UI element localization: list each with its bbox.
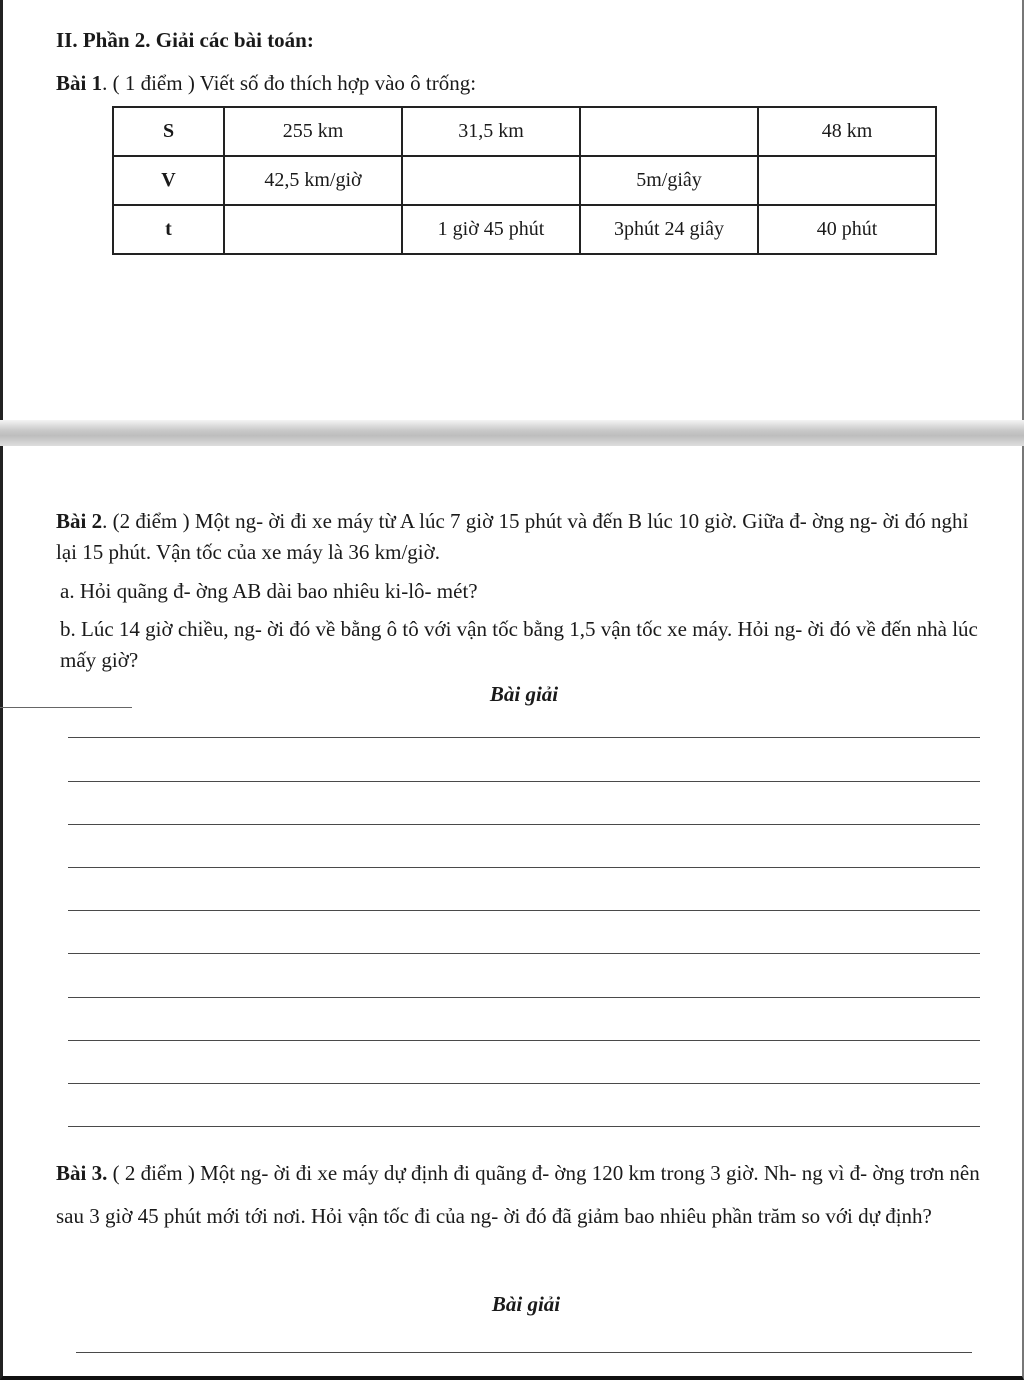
- bai2-paragraph: [56, 506, 986, 568]
- answer-line[interactable]: [68, 997, 980, 998]
- table-cell[interactable]: [580, 107, 758, 156]
- bai1-text: . ( 1 điểm ) Viết số đo thích hợp vào ô trống:: [102, 71, 477, 95]
- speed-table: [112, 106, 937, 255]
- answer-line[interactable]: [68, 1040, 980, 1041]
- answer-line[interactable]: [68, 781, 980, 782]
- table-row-speed: [113, 156, 936, 205]
- table-cell: 31,5 km: [402, 107, 580, 156]
- table-cell[interactable]: [758, 156, 936, 205]
- page-break-gap: [0, 420, 1024, 446]
- bai1-heading: [56, 68, 476, 99]
- table-cell[interactable]: [224, 205, 402, 254]
- table-cell: 42,5 km/giờ: [224, 156, 402, 205]
- bai3-label: Bài 3.: [56, 1161, 108, 1185]
- answer-line[interactable]: [68, 824, 980, 825]
- table-cell: S: [113, 107, 224, 156]
- table-row-distance: [113, 107, 936, 156]
- table-row-time: [113, 205, 936, 254]
- bai1-label: Bài 1: [56, 71, 103, 95]
- answer-line[interactable]: [76, 1352, 972, 1353]
- section-title: II. Phần 2. Giải các bài toán:: [56, 28, 314, 52]
- table-cell: V: [113, 156, 224, 205]
- bai3-paragraph: [56, 1152, 991, 1238]
- answer-line[interactable]: [68, 1126, 980, 1127]
- table-cell: 255 km: [224, 107, 402, 156]
- table-cell: t: [113, 205, 224, 254]
- answer-line[interactable]: [68, 953, 980, 954]
- table-cell: 5m/giây: [580, 156, 758, 205]
- answer-line[interactable]: [68, 910, 980, 911]
- answer-line[interactable]: [68, 867, 980, 868]
- table-cell: 3phút 24 giây: [580, 205, 758, 254]
- bai2-text: . (2 điểm ) Một ng- ời đi xe máy từ A lúc 7 giờ 15 phút và đến B lúc 10 giờ. Giữa đ- ờng ng- ời đó nghỉ lại 15 phút. Vận tốc của xe máy là 36 km/giờ.: [56, 509, 969, 564]
- bai3-text: ( 2 điểm ) Một ng- ời đi xe máy dự định đi quãng đ- ờng 120 km trong 3 giờ. Nh- ng vì đ- ờng trơn nên sau 3 giờ 45 phút mới tới nơi. Hỏi vận tốc đi của ng- ời đó đã giảm bao nhiêu phần trăm so với dự định?: [56, 1161, 980, 1228]
- table-cell: 40 phút: [758, 205, 936, 254]
- table-cell[interactable]: [402, 156, 580, 205]
- bai3-solution-title: Bài giải: [491, 1292, 561, 1316]
- bai2-question-a: a. Hỏi quãng đ- ờng AB dài bao nhiêu ki-lô- mét?: [60, 579, 478, 603]
- bai2-solution-title: Bài giải: [489, 682, 559, 706]
- table-cell: 48 km: [758, 107, 936, 156]
- answer-line[interactable]: [68, 737, 980, 738]
- divider: [0, 707, 132, 708]
- bai2-label: Bài 2: [56, 509, 103, 533]
- table-cell: 1 giờ 45 phút: [402, 205, 580, 254]
- bai2-question-b: b. Lúc 14 giờ chiều, ng- ời đó về bằng ô tô với vận tốc bằng 1,5 vận tốc xe máy. Hỏi ng- ời đó về đến nhà lúc mấy giờ?: [60, 617, 978, 672]
- answer-line[interactable]: [68, 1083, 980, 1084]
